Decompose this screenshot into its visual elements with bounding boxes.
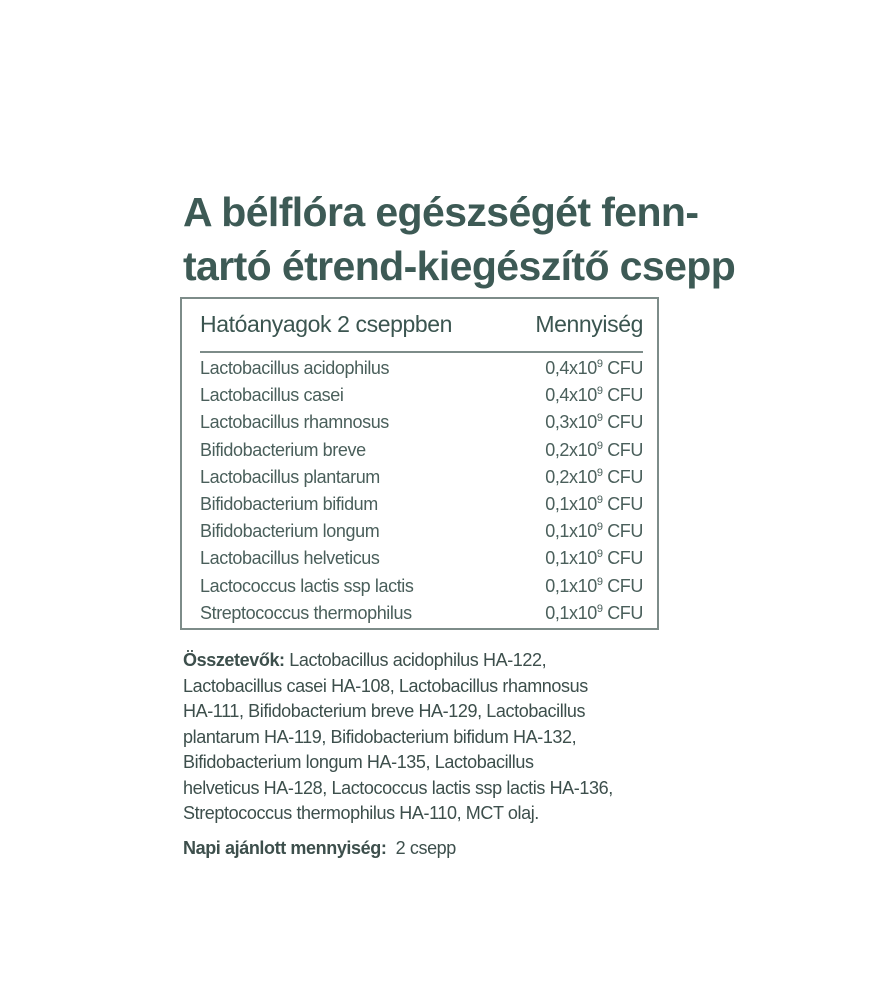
- ingredient-name: Bifidobacterium breve: [200, 439, 366, 460]
- header-ingredients: Hatóanyagok 2 cseppben: [200, 311, 453, 337]
- table-row: [200, 573, 643, 600]
- amount-base: 0,3x10: [545, 412, 597, 433]
- ingredients-line: [183, 648, 673, 674]
- amount-unit: CFU: [602, 575, 643, 596]
- amount-exponent: 9: [596, 575, 603, 588]
- amount-exponent: 9: [596, 358, 603, 370]
- header-amount: Mennyiség: [535, 311, 643, 337]
- ingredient-name: Lactobacillus acidophilus: [200, 358, 390, 378]
- amount-exponent: 9: [596, 493, 603, 506]
- amount-unit: CFU: [602, 385, 643, 406]
- ingredient-name: Lactococcus lactis ssp lactis: [200, 575, 414, 596]
- table-row: [200, 409, 643, 436]
- ingredients-text: [183, 648, 673, 827]
- ingredient-amount: [545, 573, 643, 600]
- ingredient-amount: [545, 491, 643, 518]
- amount-unit: CFU: [602, 466, 643, 487]
- table-row: [200, 491, 643, 518]
- ingredient-name: Bifidobacterium bifidum: [200, 493, 378, 514]
- amount-base: 0,4x10: [545, 358, 597, 378]
- table-row: [200, 382, 643, 409]
- title-line-1: A bélflóra egészségét fenn-: [183, 189, 699, 235]
- daily-dose-label: Napi ajánlott mennyiség:: [183, 838, 387, 858]
- ingredients-line: HA-111, Bifidobacterium breve HA-129, Lactobacillus: [183, 701, 586, 721]
- amount-exponent: 9: [596, 602, 603, 615]
- ingredients-label: Összetevők:: [183, 650, 285, 670]
- ingredient-amount: [545, 409, 643, 436]
- amount-unit: CFU: [602, 358, 643, 378]
- amount-exponent: 9: [596, 548, 603, 561]
- amount-base: 0,2x10: [545, 466, 597, 487]
- daily-dose-value: 2 csepp: [386, 838, 456, 858]
- amount-unit: CFU: [602, 521, 643, 542]
- amount-base: 0,1x10: [545, 602, 597, 623]
- table-row: [200, 545, 643, 572]
- title-line-2: tartó étrend-kiegészítő csepp: [183, 243, 736, 289]
- table-row: [200, 464, 643, 491]
- ingredient-amount: [545, 518, 643, 545]
- amount-exponent: 9: [596, 521, 603, 534]
- amount-base: 0,1x10: [545, 548, 597, 569]
- amount-exponent: 9: [596, 412, 603, 425]
- table-row: [200, 518, 643, 545]
- amount-unit: CFU: [602, 439, 643, 460]
- ingredient-name: Lactobacillus casei: [200, 385, 344, 406]
- amount-exponent: 9: [596, 439, 603, 452]
- ingredient-name: Bifidobacterium longum: [200, 521, 380, 542]
- amount-unit: CFU: [602, 412, 643, 433]
- ingredient-amount: [545, 437, 643, 464]
- table-header: [200, 311, 643, 353]
- table-body: [200, 355, 643, 627]
- ingredient-amount: [545, 545, 643, 572]
- table-row: [200, 600, 643, 627]
- ingredient-amount: [545, 382, 643, 409]
- amount-exponent: 9: [596, 466, 603, 479]
- amount-exponent: 9: [596, 385, 603, 398]
- ingredients-line: Bifidobacterium longum HA-135, Lactobacillus: [183, 752, 534, 772]
- product-title: [183, 185, 743, 293]
- ingredient-name: Lactobacillus rhamnosus: [200, 412, 389, 433]
- amount-base: 0,2x10: [545, 439, 597, 460]
- ingredient-amount: [545, 464, 643, 491]
- ingredients-line-text: Lactobacillus acidophilus HA-122,: [284, 650, 547, 670]
- ingredient-amount: [545, 355, 643, 382]
- ingredient-amount: [545, 600, 643, 627]
- ingredients-line: Streptococcus thermophilus HA-110, MCT olaj.: [183, 803, 539, 823]
- ingredient-name: Lactobacillus helveticus: [200, 548, 380, 569]
- table-row: [200, 437, 643, 464]
- amount-unit: CFU: [602, 602, 643, 623]
- amount-base: 0,4x10: [545, 385, 597, 406]
- amount-base: 0,1x10: [545, 521, 597, 542]
- active-ingredients-table: [180, 297, 659, 630]
- amount-unit: CFU: [602, 493, 643, 514]
- table-row: [200, 355, 643, 382]
- amount-base: 0,1x10: [545, 575, 597, 596]
- ingredients-line: helveticus HA-128, Lactococcus lactis ssp lactis HA-136,: [183, 777, 613, 798]
- ingredient-name: Lactobacillus plantarum: [200, 466, 380, 487]
- ingredients-line: plantarum HA-119, Bifidobacterium bifidum HA-132,: [183, 726, 577, 747]
- amount-unit: CFU: [602, 548, 643, 569]
- amount-base: 0,1x10: [545, 493, 597, 514]
- ingredients-line: Lactobacillus casei HA-108, Lactobacillus rhamnosus: [183, 675, 588, 696]
- ingredient-name: Streptococcus thermophilus: [200, 602, 412, 623]
- daily-dose: [183, 836, 456, 861]
